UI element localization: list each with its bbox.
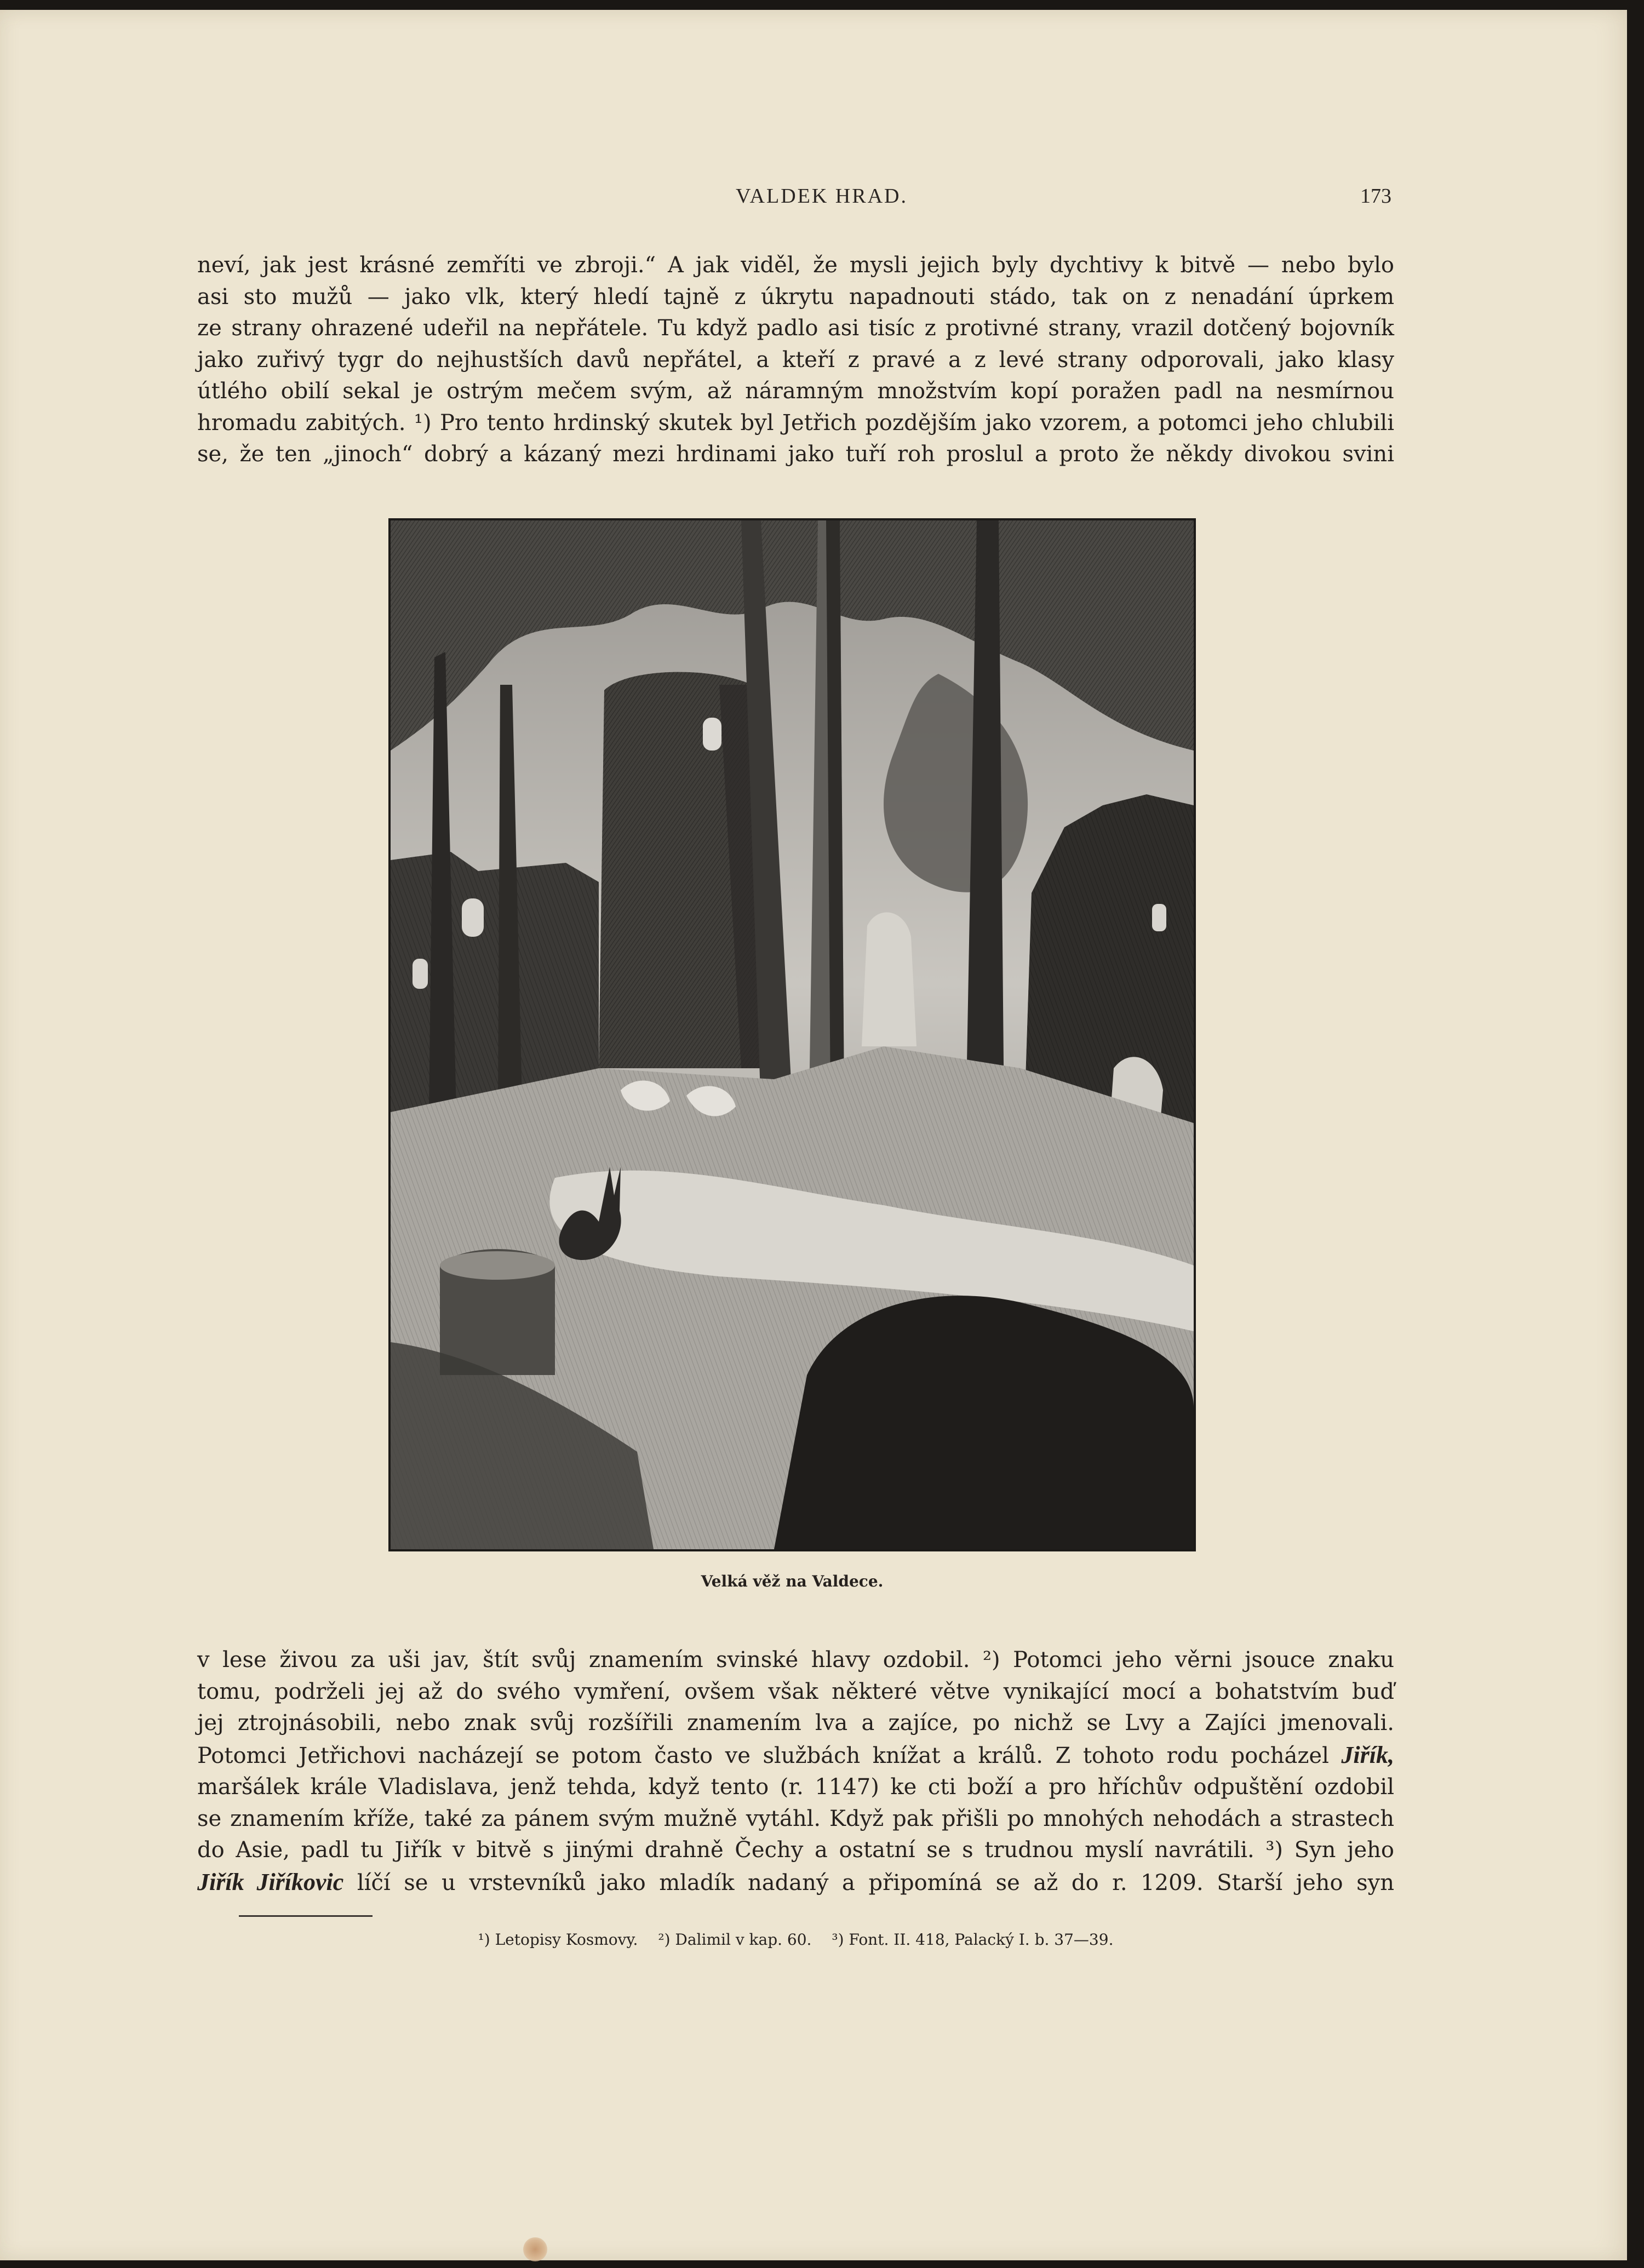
page-number: 173	[1360, 185, 1391, 208]
text-line: asi sto mužů — jako vlk, který hledí tajně z úkrytu napadnouti stádo, tak on z nenadání úprkem	[197, 284, 1394, 310]
text-line: se znamením kříže, také za pánem svým mužně vytáhl. Když pak přišli po mnohých nehodách a strastech	[197, 1806, 1394, 1831]
text-line: útlého obilí sekal je ostrým mečem svým, až náramným množstvím kopí poražen padl na nesmírnou	[197, 379, 1394, 404]
text-segment: Potomci Jetřichovi nacházejí se potom často ve službách knížat a králů. Z tohoto rodu pocházel	[197, 1743, 1329, 1768]
text-line	[197, 1866, 1394, 1899]
person-name-jirik: Jiřík,	[1341, 1741, 1394, 1768]
text-line: tomu, podrželi jej až do svého vymření, ovšem však některé větve vynikající mocí a bohatstvím buď	[197, 1679, 1394, 1704]
text-line: maršálek krále Vladislava, jenž tehda, když tento (r. 1147) ke cti boží a pro hříchův odpuštění ozdobil	[197, 1774, 1394, 1800]
footnote-1: ¹) Letopisy Kosmovy.	[478, 1931, 638, 1949]
text-line: neví, jak jest krásné zemříti ve zbroji.“ A jak viděl, že mysli jejich byly dychtivy k bitvě — nebo bylo	[197, 253, 1394, 278]
book-page	[0, 10, 1627, 2260]
footnotes	[197, 1931, 1394, 1949]
castle-ruins-engraving	[391, 520, 1194, 1549]
text-line: v lese živou za uši jav, štít svůj znamením svinské hlavy ozdobil. ²) Potomci jeho věrni jsouce znaku	[197, 1647, 1394, 1673]
illustration-castle-tower	[388, 518, 1196, 1551]
text-line: do Asie, padl tu Jiřík v bitvě s jinými drahně Čechy a ostatní se s trudnou myslí navrátili. ³) Syn jeho	[197, 1837, 1394, 1863]
paragraph-bottom	[197, 1645, 1394, 1899]
paper-stain	[523, 2237, 547, 2261]
footnote-divider	[239, 1915, 373, 1917]
paragraph-top	[197, 250, 1394, 471]
text-line: jej ztrojnásobili, nebo znak svůj rozšířili znamením lva a zajíce, po nichž se Lvy a Zajíci jmenovali.	[197, 1710, 1394, 1736]
text-line: jako zuřivý tygr do nejhustších davů nepřátel, a kteří z pravé a z levé strany odporovali, jako klasy	[197, 347, 1394, 373]
text-segment: líčí se u vrstevníků jako mladík nadaný a připomíná se až do r. 1209. Starší jeho syn	[357, 1870, 1394, 1895]
person-name-jirik-jirikovic: Jiřík Jiříkovic	[197, 1868, 344, 1895]
text-line: hromadu zabitých. ¹) Pro tento hrdinský skutek byl Jetřich pozdějším jako vzorem, a potomci jeho chlubili	[197, 410, 1394, 436]
text-line: se, že ten „jinoch“ dobrý a kázaný mezi hrdinami jako tuří roh proslul a proto že někdy divokou svini	[197, 442, 1394, 467]
footnote-2: ²) Dalimil v kap. 60.	[658, 1931, 812, 1949]
text-line: ze strany ohrazené udeřil na nepřátele. Tu když padlo asi tisíc z protivné strany, vrazil dotčený bojovník	[197, 316, 1394, 341]
running-header: VALDEK HRAD.	[736, 185, 908, 208]
figure-caption: Velká věž na Valdece.	[701, 1572, 884, 1590]
text-line	[197, 1739, 1394, 1772]
footnote-3: ³) Font. II. 418, Palacký I. b. 37—39.	[832, 1931, 1114, 1949]
